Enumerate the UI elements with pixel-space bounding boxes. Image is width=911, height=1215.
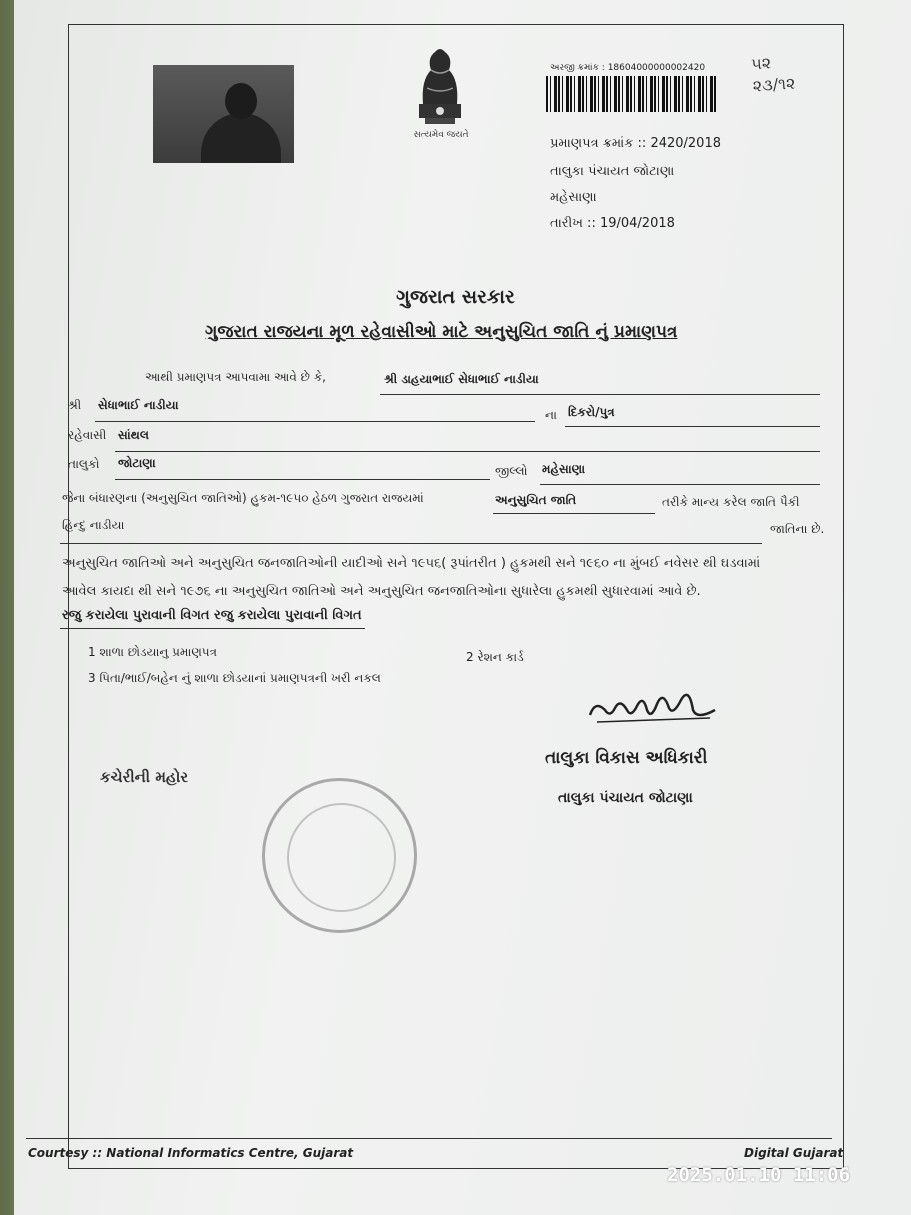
evidence-item: 3 પિતા/ભાઈ/બહેન નું શાળા છોડયાનાં પ્રમાણપત્રની ખરી નકલ	[88, 671, 381, 685]
category-value: અનુસુચિત જાતિ	[495, 493, 577, 507]
photo-silhouette-head	[225, 83, 257, 119]
handwritten-note	[751, 51, 797, 98]
footer-courtesy: Courtesy :: National Informatics Centre, Gujarat	[28, 1146, 354, 1160]
document-title: ગુજરાત રાજયના મૂળ રહેવાસીઓ માટે અનુસુચિત જાતિ નું પ્રમાણપત્ર	[205, 322, 678, 342]
shri-label: શ્રી	[68, 398, 82, 412]
handwritten-note-line-2: ૨૩/૧૨	[752, 73, 797, 96]
applicant-name-line	[380, 394, 820, 395]
application-number: અરજી ક્રમાંક : 18604000000002420	[550, 63, 706, 73]
barcode-icon	[546, 76, 718, 112]
state-emblem-icon	[405, 40, 475, 140]
taluka-value: જોટાણા	[118, 456, 156, 470]
emblem-motto: સત્યમેવ જયતે	[413, 130, 469, 140]
applicant-name: શ્રી ડાહયાભાઈ સેધાભાઈ નાડીયા	[384, 372, 539, 386]
office-stamp-icon	[262, 778, 417, 933]
evidence-heading-underline	[60, 628, 365, 629]
district-line	[540, 484, 820, 485]
taluka-line	[115, 479, 490, 480]
photo-silhouette-body	[201, 113, 281, 163]
certificate-number: પ્રમાણપત્ર ક્રમાંક :: 2420/2018	[550, 136, 721, 151]
government-title: ગુજરાત સરકાર	[396, 286, 515, 308]
issue-date: તારીખ :: 19/04/2018	[550, 216, 675, 231]
resident-label: રહેવાસી	[68, 428, 107, 442]
issuing-district: મહેસાણા	[550, 190, 597, 205]
handwritten-note-line-1: ૫૨	[750, 53, 772, 74]
officer-office: તાલુકા પંચાયત જોટાણા	[558, 790, 693, 806]
recognized-label: તરીકે માન્ય કરેલ જાતિ પૈકી	[662, 495, 800, 509]
district-value: મહેસાણા	[542, 462, 586, 476]
legal-paragraph-line-2: આવેલ કાયદા થી સને ૧૯૭૬ ના અનુસુચિત જાતિઓ અને અનુસુચિત જનજાતિઓના સુધારેલા હુકમથી સુધારવામાં આવે છે.	[62, 584, 701, 599]
relation: દિકરો/પુત્ર	[568, 405, 615, 419]
issuing-office: તાલુકા પંચાયત જોટાણા	[550, 164, 675, 179]
photo-timestamp: 2025.01.10 11:06	[667, 1164, 851, 1186]
office-seal-label: કચેરીની મહોર	[100, 768, 189, 786]
footer-divider	[26, 1138, 832, 1139]
officer-title: તાલુકા વિકાસ અધિકારી	[545, 748, 708, 768]
order-text: જેના બંધારણના (અનુસુચિત જાતિઓ) હુકમ-૧૯૫૦ હેઠળ ગુજરાત રાજયમાં	[62, 491, 424, 505]
footer-brand: Digital Gujarat	[744, 1146, 844, 1160]
caste-suffix: જાતિના છે.	[770, 522, 825, 536]
district-label: જીલ્લો	[495, 464, 528, 478]
evidence-item: 1 શાળા છોડયાનુ પ્રમાણપત્ર	[88, 645, 217, 659]
relation-line	[565, 426, 820, 427]
caste-line	[60, 543, 762, 544]
evidence-heading: રજુ કરાયેલા પુરાવાની વિગત રજુ કરાયેલા પુરાવાની વિગત	[62, 608, 362, 623]
legal-paragraph-line-1: અનુસુચિત જાતિઓ અને અનુસુચિત જનજાતિઓની યાદીઓ સને ૧૯૫૬( રૂપાંતરીત ) હુકમથી સને ૧૯૬૦ ના મુંબઈ નવેસર થી ઘડવામાં	[62, 556, 761, 571]
resident-village: સાંથલ	[118, 428, 149, 442]
taluka-label: તાલુકો	[68, 457, 100, 471]
father-name: સેધાભાઈ નાડીયા	[98, 398, 179, 412]
na-label: ના	[545, 408, 557, 422]
father-name-line	[95, 421, 535, 422]
evidence-item: 2 રેશન કાર્ડ	[466, 650, 524, 664]
intro-label: આથી પ્રમાણપત્ર આપવામા આવે છે કે,	[145, 370, 326, 384]
category-line	[493, 513, 655, 514]
officer-signature-icon	[585, 680, 725, 730]
caste-value: હિન્દુ નાડીયા	[62, 518, 125, 532]
applicant-photo	[153, 65, 294, 163]
resident-line	[115, 451, 820, 452]
